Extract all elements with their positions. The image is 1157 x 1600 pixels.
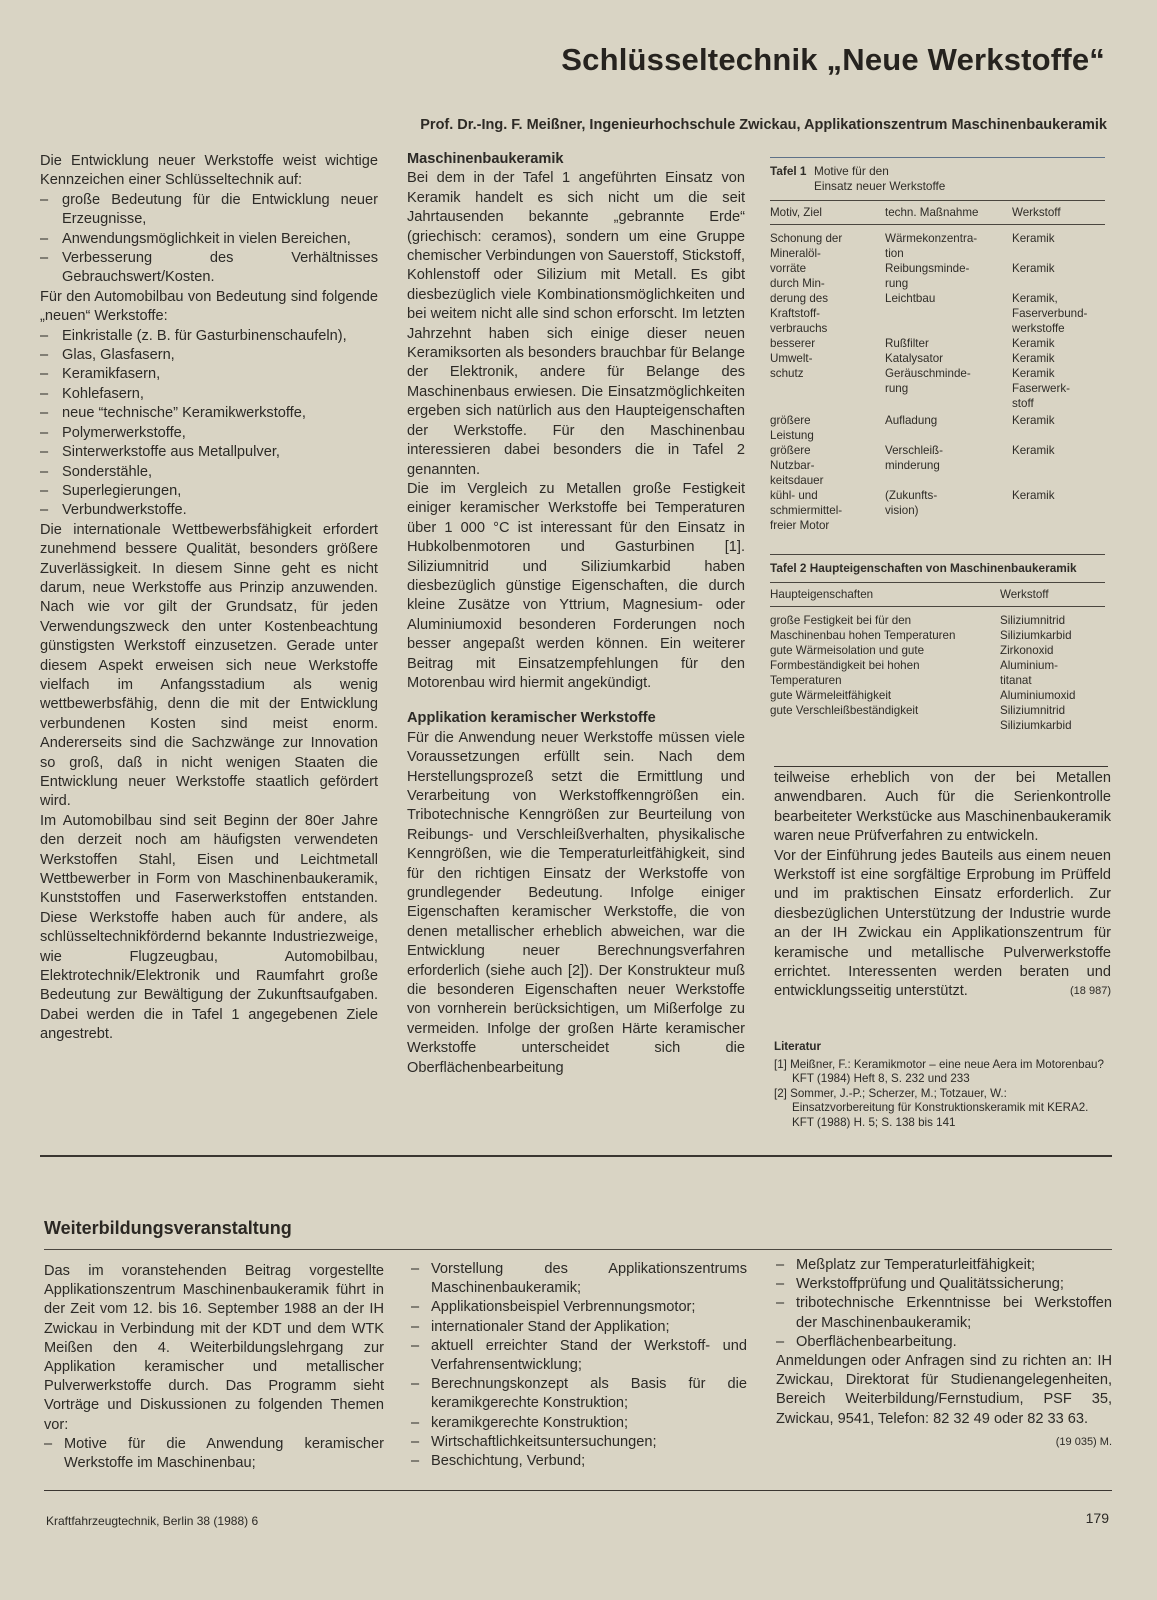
table-cell: Aufladung: [885, 414, 938, 427]
section-divider: [40, 1155, 1112, 1157]
paragraph: [774, 847, 1111, 1002]
column-header: techn. Maßnahme: [885, 206, 979, 219]
table-label: Tafel 2: [770, 561, 807, 575]
table-row: [770, 413, 1105, 443]
article-title: Schlüsseltechnik „Neue Werkstoffe“: [561, 42, 1105, 77]
article-column-2: [407, 150, 745, 1078]
list-item: – große Bedeutung für die Entwicklung neuer Erzeugnisse,: [40, 191, 378, 230]
table-cell: Aluminiumoxid: [1000, 689, 1076, 702]
column-header: Haupteigenschaften: [770, 588, 874, 601]
list-item: – Keramikfasern,: [40, 365, 378, 384]
table-header-row: [770, 201, 1105, 224]
list-item: – Berechnungskonzept als Basis für die keramikgerechte Konstruktion;: [411, 1375, 747, 1413]
list-item: – Motive für die Anwendung keramischer Werkstoffe im Maschinenbau;: [44, 1435, 384, 1473]
list-item: – internationaler Stand der Applikation;: [411, 1318, 747, 1337]
article-column-3: [774, 769, 1111, 1002]
list-item: – Anwendungsmöglichkeit in vielen Bereichen,: [40, 230, 378, 249]
column-header: Werkstoff: [1012, 206, 1061, 219]
table-row: [770, 703, 1105, 733]
article-column-1: [40, 152, 378, 1045]
paragraph: Für die Anwendung neuer Werkstoffe müssen viele Voraussetzungen erfüllt sein. Nach dem Herstellungsprozeß setzt die Ermittlung und Verarbeitung von Werkstoffkenngrößen ein. Tribotechnische Kenngrößen zur Beurteilung von Reibungs- und Verschleißverhalten, physikalische Kenngrößen, wie die Temperaturleitfähigkeit, sind für den richtigen Einsatz der Werkstoffe von grundlegender Bedeutung. Infolge einiger Eigenschaften keramischer Werkstoffe, die von denen metallischer erheblich abweichen, war die Entwicklung neuer Berechnungsverfahren erforderlich (siehe auch [2]). Der Konstrukteur muß die besonderen Eigenschaften neuer Werkstoffe von vornherein berücksichtigen, um Mißerfolge zu vermeiden. Infolge der großen Härte keramischer Werkstoffe unterscheidet sich die Oberflächenbearbeitung: [407, 729, 745, 1076]
table-cell: größere Nutzbar- keitsdauer: [770, 444, 824, 487]
table-row: [770, 613, 1105, 643]
contact-paragraph: Anmeldungen oder Anfragen sind zu richten an: IH Zwickau, Direktorat für Studienangelegenheiten, Bereich Weiterbildung/Fernstudium, PSF 35, Zwickau, 9541, Telefon: 82 32 49 oder 82 33 63.: [776, 1353, 1112, 1427]
literature-reference: [1] Meißner, F.: Keramikmotor – eine neue Aera im Motorenbau? KFT (1984) Heft 8, S. 232 und 233: [774, 1057, 1104, 1086]
table-header-row: [770, 583, 1105, 606]
materials-list: [40, 327, 378, 521]
table-cell: Siliziumnitrid Siliziumkarbid: [1000, 614, 1072, 642]
table-cell: Keramik: [1012, 489, 1055, 502]
table-cell: Keramik Keramik Keramik, Faserverbund- werkstoffe: [1012, 232, 1088, 335]
table-cell: Keramik: [1012, 414, 1055, 427]
table-cell: gute Verschleißbeständigkeit: [770, 704, 919, 717]
list-item: – tribotechnische Erkenntnisse bei Werkstoffen der Maschinenbaukeramik;: [776, 1294, 1112, 1332]
column-header: Motiv, Ziel: [770, 206, 822, 219]
list-item: – neue “technische” Keramikwerkstoffe,: [40, 404, 378, 423]
column-header: Werkstoff: [1000, 588, 1049, 601]
event-title: Weiterbildungsveranstaltung: [44, 1218, 292, 1238]
table-caption-text: Haupteigenschaften von Maschinenbaukeramik: [809, 561, 1077, 575]
section-heading: Applikation keramischer Werkstoffe: [407, 710, 656, 727]
page-number: 179: [1085, 1510, 1109, 1526]
table-1: [770, 157, 1105, 533]
table-cell: Verschleiß- minderung: [885, 444, 943, 472]
list-item: – Sinterwerkstoffe aus Metallpulver,: [40, 443, 378, 462]
list-item: – Kohlefasern,: [40, 385, 378, 404]
table-cell: gute Wärmeisolation und gute Formbeständigkeit bei hohen Temperaturen: [770, 644, 925, 687]
table-cell: Zirkonoxid Aluminium- titanat: [1000, 644, 1058, 687]
list-item: – Meßplatz zur Temperaturleitfähigkeit;: [776, 1256, 1112, 1275]
paragraph: Bei dem in der Tafel 1 angeführten Einsatz von Keramik handelt es sich nicht um die seit Jahrtausenden bekannte „gebrannte Erde“ (griechisch: ceramos), sondern um eine Gruppe chemischer Verbindungen von Sauerstoff, Stickstoff, Kohlenstoff oder Silizium mit Metall. Es gibt diesbezüglich viele Kombinationsmöglichkeiten und bei weitem nicht alle sind schon erforscht. Im letzten Jahrzehnt haben sich einige dieser neuen Keramiksorten als besonders brauchbar für Belange der Elektronik, andere für Belange des Maschinenbaus erwiesen. Die Einsatzmöglichkeiten ergeben sich natürlich aus den Haupteigenschaften der Werkstoffe. Für den Maschinenbau interessieren dabei besonders die in Tafel 2 genannten.: [407, 170, 745, 478]
table-caption-text: Motive für den Einsatz neuer Werkstoffe: [814, 164, 946, 193]
list-item: – Oberflächenbearbeitung.: [776, 1333, 1112, 1352]
event-column-1: [44, 1262, 384, 1473]
table-row: [770, 688, 1105, 703]
table-cell: (Zukunfts- vision): [885, 489, 938, 517]
column-divider: [774, 766, 1108, 767]
table-row: [770, 643, 1105, 688]
table-cell: Keramik: [1012, 444, 1055, 457]
table-cell: besserer Umwelt- schutz: [770, 337, 816, 380]
topics-list: [411, 1260, 747, 1471]
topics-list: [44, 1435, 384, 1473]
literature-reference: [2] Sommer, J.-P.; Scherzer, M.; Totzauer, W.: Einsatzvorbereitung für Konstruktionskeramik mit KERA2. KFT (1988) H. 5; S. 138 bis 141: [774, 1086, 1089, 1129]
key-features-list: [40, 191, 378, 288]
list-item: – Glas, Glasfasern,: [40, 346, 378, 365]
list-item: – Verbundwerkstoffe.: [40, 501, 378, 520]
table-cell: kühl- und schmiermittel- freier Motor: [770, 489, 843, 532]
table-cell: größere Leistung: [770, 414, 814, 442]
table-row: [770, 336, 1105, 411]
table-cell: Wärmekonzentra- tion Reibungsminde- rung Leichtbau: [885, 232, 978, 305]
section-heading: Maschinenbaukeramik: [407, 151, 564, 167]
event-column-3: [776, 1256, 1112, 1452]
article-author: Prof. Dr.-Ing. F. Meißner, Ingenieurhochschule Zwickau, Applikationszentrum Maschinenbaukeramik: [420, 117, 1107, 133]
table-row: [770, 488, 1105, 533]
table-row: [770, 443, 1105, 488]
table-cell: große Festigkeit bei für den Maschinenbau hohen Temperaturen: [770, 614, 956, 642]
table-cell: Rußfilter Katalysator Geräuschminde- rung: [885, 337, 971, 395]
topics-list: [776, 1256, 1112, 1352]
paragraph-text: Vor der Einführung jedes Bauteils aus einem neuen Werkstoff ist eine sorgfältige Erprobung im Prüffeld und im praktischen Einsatz erforderlich. Zur diesbezüglichen Unterstützung der Industrie wurde an der IH Zwickau ein Applikationszentrum für keramische und metallische Pulverwerkstoffe errichtet. Interessenten werden beraten und entwicklungsseitig unterstützt.: [774, 847, 1111, 1000]
table-label: Tafel 1: [770, 164, 807, 178]
table-cell: Schonung der Mineralöl- vorräte durch Min- derung des Kraftstoff- verbrauchs: [770, 232, 843, 335]
list-item: – Vorstellung des Applikationszentrums Maschinenbaukeramik;: [411, 1260, 747, 1298]
list-item: – Wirtschaftlichkeitsuntersuchungen;: [411, 1433, 747, 1452]
list-item: – Einkristalle (z. B. für Gasturbinenschaufeln),: [40, 327, 378, 346]
list-item: – Verbesserung des Verhältnisses Gebrauchswert/Kosten.: [40, 249, 378, 288]
table-2: [770, 554, 1105, 733]
paragraph: Die internationale Wettbewerbsfähigkeit erfordert zunehmend bessere Qualität, besonders größere Zuverlässigkeit. In diesem Sinne geht es nicht darum, neue Werkstoffe aus Prinzip anzuwenden. Nach wie vor gilt der Grundsatz, für jeden Verwendungszweck den unter Kostenbeachtung günstigsten Werkstoff einzusetzen. Gerade unter diesem Aspekt erweisen sich neue Werkstoffe vielfach im Anfangsstadium als wenig wettbewerbsfähig, denn die mit der Entwicklung verbundenen Kosten sind meist enorm. Andererseits sind die Sachzwänge zur Innovation so groß, daß in nicht wenigen Staaten die Entwicklung neuer Werkstoffe staatlich gefördert wird.: [40, 521, 378, 810]
list-item: – Werkstoffprüfung und Qualitätssicherung;: [776, 1275, 1112, 1294]
paragraph: Im Automobilbau sind seit Beginn der 80er Jahre den derzeit noch am häufigsten verwendeten Werkstoffen Stahl, Eisen und Leichtmetall Wettbewerber in Form von Maschinenbaukeramik, Kunststoffen und Faserwerkstoffen entstanden. Diese Werkstoffe haben auch für andere, als schlüsseltechnikfördernd bekannte Industriezweige, wie Flugzeugbau, Automobilbau, Elektrotechnik/Elektronik und Raumfahrt große Bedeutung zur Bewältigung der Zukunftsaufgaben. Dabei werden die in Tafel 1 angegebenen Ziele angestrebt.: [40, 812, 378, 1043]
literature-heading: Literatur: [774, 1040, 822, 1053]
article-code: (18 987): [1070, 985, 1111, 998]
paragraph: Die Entwicklung neuer Werkstoffe weist wichtige Kennzeichen einer Schlüsseltechnik auf:: [40, 153, 378, 189]
footer-rule: [44, 1490, 1112, 1491]
list-item: – Polymerwerkstoffe,: [40, 424, 378, 443]
paragraph: Für den Automobilbau von Bedeutung sind folgende „neuen“ Werkstoffe:: [40, 288, 378, 325]
paragraph: Die im Vergleich zu Metallen große Festigkeit einiger keramischer Werkstoffe bei Temperaturen über 1 000 °C ist interessant für den Einsatz in Hubkolbenmotoren und Gasturbinen [1]. Siliziumnitrid und Siliziumkarbid haben diesbezüglich günstige Eigenschaften, die durch kleine Zusätze von Yttrium, Magnesium- oder Aluminiumoxid besonderen Forderungen noch besser angepaßt werden können. Ein weiterer Beitrag mit Einsatzempfehlungen für den Motorenbau wird hiermit angekündigt.: [407, 480, 745, 691]
journal-citation: Kraftfahrzeugtechnik, Berlin 38 (1988) 6: [46, 1514, 259, 1528]
table-cell: Keramik Keramik Keramik Faserwerk- stoff: [1012, 337, 1070, 410]
list-item: – Sonderstähle,: [40, 463, 378, 482]
table-cell: gute Wärmeleitfähigkeit: [770, 689, 892, 702]
table-row: [770, 231, 1105, 336]
event-column-2: [411, 1260, 747, 1471]
list-item: – keramikgerechte Konstruktion;: [411, 1414, 747, 1433]
list-item: – Superlegierungen,: [40, 482, 378, 501]
list-item: – Beschichtung, Verbund;: [411, 1452, 747, 1471]
table-caption: [770, 164, 1105, 194]
table-caption: [770, 561, 1105, 576]
paragraph: Das im voranstehenden Beitrag vorgestellte Applikationszentrum Maschinenbaukeramik führt in der Zeit vom 12. bis 16. September 1988 an der IH Zwickau in Verbindung mit der KDT und dem WTK Meißen den 4. Weiterbildungslehrgang zur Applikation keramischer und metallischer Pulverwerkstoffe durch. Das Programm sieht Vorträge und Diskussionen zu folgenden Themen vor:: [44, 1263, 384, 1433]
list-item: – aktuell erreichter Stand der Werkstoff- und Verfahrensentwicklung;: [411, 1337, 747, 1375]
event-rule: [44, 1249, 1112, 1250]
literature-section: [774, 1040, 1111, 1131]
list-item: – Applikationsbeispiel Verbrennungsmotor;: [411, 1298, 747, 1317]
paragraph: teilweise erheblich von der bei Metallen anwendbaren. Auch für die Serienkontrolle bearbeiteter Werkstücke aus Maschinenbaukeramik waren neue Prüfverfahren zu entwickeln.: [774, 770, 1111, 845]
event-code: (19 035) M.: [1055, 1435, 1112, 1448]
table-cell: Siliziumnitrid Siliziumkarbid: [1000, 704, 1072, 732]
